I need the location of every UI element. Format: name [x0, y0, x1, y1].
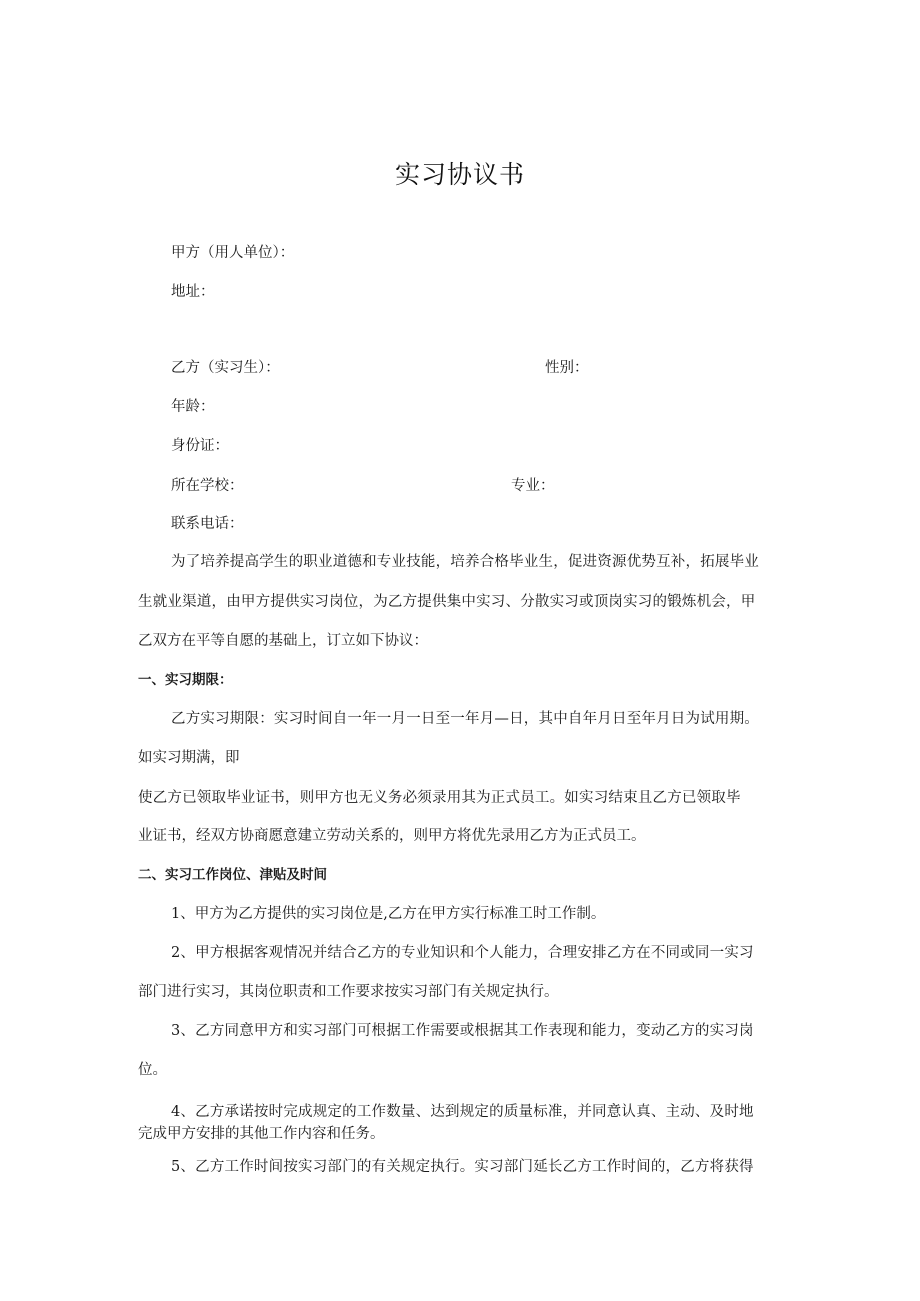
party-b-gender-label: 性别： [545, 360, 589, 376]
section-2-item-4-line-2: 完成甲方安排的其他工作内容和任务。 [138, 1126, 385, 1142]
party-b-major-label: 专业： [511, 478, 555, 494]
section-1-line-1: 乙方实习期限：实习时间自一年一月一日至一年月—日，其中自年月日至年月日为试用期。 [171, 711, 759, 727]
section-1-heading: 一、实习期限： [138, 672, 233, 688]
document-title: 实习协议书 [394, 160, 525, 189]
section-2-item-4-line-1: 4、乙方承诺按时完成规定的工作数量、达到规定的质量标准，并同意认真、主动、及时地 [171, 1104, 754, 1120]
intro-line-1: 为了培养提高学生的职业道德和专业技能，培养合格毕业生，促进资源优势互补，拓展毕业 [171, 554, 759, 570]
section-1-line-2: 如实习期满，即 [138, 750, 240, 766]
party-a-name-label: 甲方（用人单位）： [171, 245, 295, 261]
section-2-item-3-line-2: 位。 [138, 1062, 167, 1078]
party-b-phone-label: 联系电话： [171, 516, 244, 532]
section-2-heading: 二、实习工作岗位、津贴及时间 [138, 867, 327, 883]
section-2-item-3-line-1: 3、乙方同意甲方和实习部门可根据工作需要或根据其工作表现和能力，变动乙方的实习岗 [171, 1023, 754, 1039]
intro-line-3: 乙双方在平等自愿的基础上，订立如下协议： [138, 633, 428, 649]
party-a-address-label: 地址： [171, 284, 215, 300]
party-b-school-label: 所在学校： [171, 478, 244, 494]
party-b-name-label: 乙方（实习生）： [171, 360, 280, 376]
section-1-line-3: 使乙方已领取毕业证书，则甲方也无义务必须录用其为正式员工。如实习结束且乙方已领取毕 [138, 790, 741, 806]
section-2-item-1: 1、甲方为乙方提供的实习岗位是,乙方在甲方实行标准工时工作制。 [171, 906, 606, 922]
party-b-id-label: 身份证： [171, 438, 229, 454]
section-2-item-5-line-1: 5、乙方工作时间按实习部门的有关规定执行。实习部门延长乙方工作时间的，乙方将获得 [171, 1159, 754, 1175]
section-1-line-4: 业证书，经双方协商愿意建立劳动关系的，则甲方将优先录用乙方为正式员工。 [138, 828, 646, 844]
section-2-item-2-line-1: 2、甲方根据客观情况并结合乙方的专业知识和个人能力，合理安排乙方在不同或同一实习 [171, 945, 754, 961]
party-b-age-label: 年龄： [171, 399, 215, 415]
section-2-item-2-line-2: 部门进行实习，其岗位职责和工作要求按实习部门有关规定执行。 [138, 984, 559, 1000]
intro-line-2: 生就业渠道，由甲方提供实习岗位，为乙方提供集中实习、分散实习或顶岗实习的锻炼机会，甲 [138, 594, 756, 610]
